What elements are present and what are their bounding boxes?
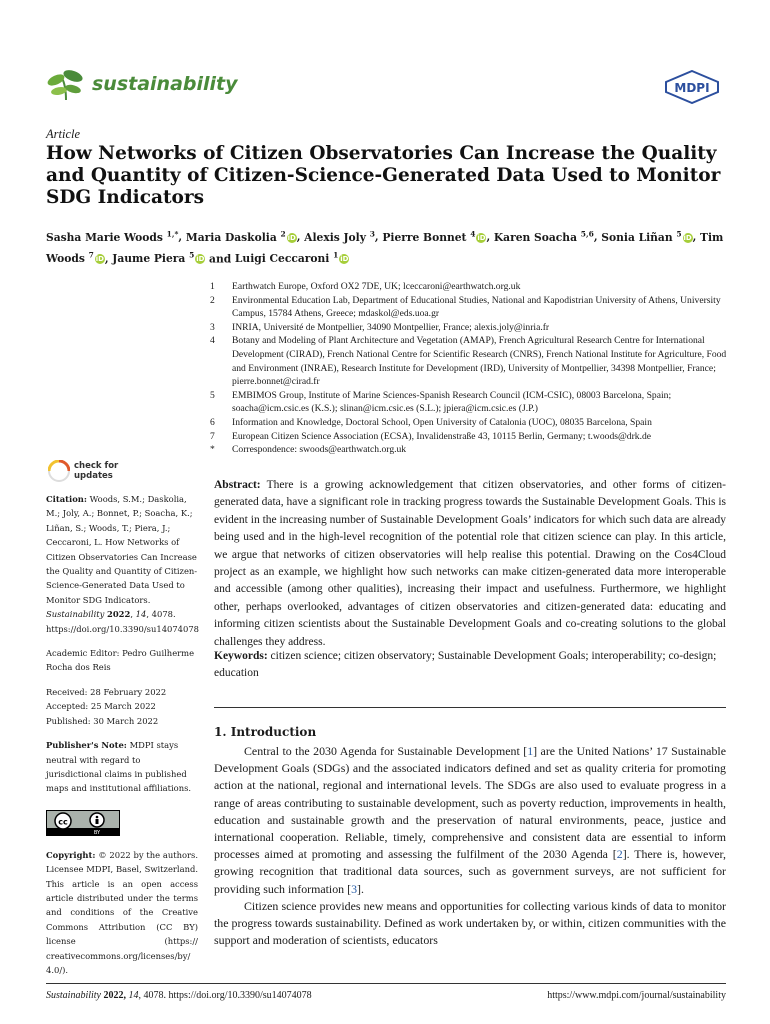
introduction-heading: 1. Introduction: [214, 725, 317, 739]
received-date: Received: 28 February 2022: [46, 686, 167, 697]
footer-doi[interactable]: 4078. https://doi.org/10.3390/su14074078: [143, 990, 312, 1001]
affiliation-text: INRIA, Université de Montpellier, 34090 Montpellier, France; alexis.joly@inria.fr: [232, 321, 550, 333]
check-updates-line1: check for: [74, 461, 119, 471]
published-date: Published: 30 March 2022: [46, 715, 159, 726]
affiliation-text: EMBIMOS Group, Institute of Marine Sciences-Spanish Research Council (ICM-CSIC), 08003 Barcelona, Spain; soacha@icm.csic.es (K.S.); slinan@icm.csic.es (S.L.); jpiera@icm.csic.es (J.P.): [232, 389, 672, 415]
affiliation-item: [210, 416, 730, 430]
affiliation-number: 4: [210, 335, 215, 347]
footer-journal: Sustainability: [46, 990, 101, 1001]
affiliation-number: *: [210, 444, 215, 456]
creative-commons-icon: [47, 811, 119, 835]
publisher-note-text: MDPI stays neutral with regard to jurisdictional claims in published maps and institutional affiliations.: [46, 740, 192, 794]
cc-by-license-badge[interactable]: [46, 810, 120, 836]
affiliation-text: Information and Knowledge, Doctoral School, Open University of Catalonia (UOC), 08035 Barcelona, Spain: [232, 416, 652, 428]
affiliation-number: 1: [210, 281, 215, 292]
author[interactable]: Jaume Piera $^5$ iD: [112, 250, 205, 266]
cc-by-label: BY: [93, 829, 101, 835]
check-for-updates-badge[interactable]: [48, 460, 198, 482]
affiliation-item: [210, 389, 730, 416]
affiliation-item: [210, 334, 730, 388]
affiliation-text: Correspondence: swoods@earthwatch.org.uk: [232, 444, 407, 456]
citation-volume: 14: [135, 609, 147, 620]
citation-label: Citation:: [46, 494, 87, 504]
affiliation-list: [210, 280, 730, 457]
affiliation-number: 2: [210, 294, 215, 306]
affiliation-item: [210, 280, 730, 294]
citation-doi-link[interactable]: https://doi.org/10.3390/su14074078: [46, 623, 199, 634]
author-conjunction: and: [209, 252, 235, 266]
author[interactable]: Luigi Ceccaroni $^1$ iD: [234, 250, 349, 266]
keywords: [214, 648, 726, 683]
footer-year: 2022,: [103, 990, 126, 1001]
copyright-block: [46, 848, 198, 978]
affiliation-number: 7: [210, 430, 215, 442]
article-info-sidebar: [46, 460, 198, 977]
abstract: [214, 477, 726, 651]
footer-journal-url[interactable]: https://www.mdpi.com/journal/sustainability: [547, 990, 726, 1001]
author[interactable]: Tim Woods $^7$ iD: [46, 230, 724, 266]
orcid-icon[interactable]: iD: [477, 233, 486, 242]
abstract-label: Abstract:: [214, 479, 261, 491]
publisher-name: MDPI: [674, 81, 710, 95]
footer-citation: [46, 990, 312, 1001]
svg-text:cc: cc: [58, 817, 68, 827]
affiliation-item: [210, 321, 730, 335]
affiliation-number: 3: [210, 321, 215, 333]
author[interactable]: Sonia Liñan $^5$ iD: [601, 229, 692, 244]
journal-logo: [46, 62, 246, 106]
citation-block: Citation: Woods, S.M.; Daskolia, M.; Joly, A.; Bonnet, P.; Soacha, K.; Liñan, S.; Woods, T.; Piera, J.; Ceccaroni, L. How Networks of Citizen Observatories Can Increase the Quality and Quantity of Citizen-Science-Generated Data Used to Monitor SDG Indicators. Sustainability 2022, 14, 4078. https://doi.org/10.3390/su14074078: [46, 494, 199, 634]
author[interactable]: Sasha Marie Woods $^{1,*}$: [46, 229, 179, 244]
introduction-paragraph-1: Central to the 2030 Agenda for Sustainable Development [1] are the United Nations’ 17 Sustainable Development Goals (SDGs) and the associated indicators defined and set as quality criteria for promoting action at the national, regional and international levels. The SDGs are also used to evaluate progress in a range of areas contributing to sustainable development, such as poverty reduction, improvements in health, education and sustainable growth and the preservation of natural environments, peace, justice and international cooperation. Reliable, timely, comprehensive and consistent data are essential to inform processes aimed at promoting and assessing the fulfilment of the 2030 Agenda [2]. There is, however, growing recognition that traditional data sources, such as government surveys, are not sufficient for providing such information [3].: [214, 744, 726, 896]
citation-journal: Sustainability: [46, 609, 105, 620]
leaf-icon: [46, 64, 86, 104]
introduction-body: [214, 743, 726, 949]
mdpi-logo: [664, 70, 720, 104]
citation-pages: 4078.: [151, 609, 176, 620]
copyright-label: Copyright:: [46, 849, 96, 860]
check-updates-icon: [48, 460, 70, 482]
affiliation-text: Botany and Modeling of Plant Architecture and Vegetation (AMAP), French Agricultural Research Centre for International Development (CIRAD), French National Centre for Scientific Research (CNRS), French National Institute for Agriculture, Food and Environment (INRAE), Research Institute for Development (IRD), University of Montpellier, 34398 Montpellier, France; pierre.bonnet@cirad.fr: [232, 335, 727, 388]
abstract-text: There is a growing acknowledgement that citizen observatories, and other forms of citizen-generated data, have a significant role in tracking progress towards the Sustainable Development Goals. This is evident in the increasing number of Sustainable Development Goals’ indicators for which such data are already being used and in the high-level recognition of the potential role that citizen science can play. In this article, we argue that networks of citizen observatories will help realise this potential. Drawing on the Cos4Cloud project as an example, we highlight how such networks can make citizen-generated data more interoperable and accessible (among other qualities), increasing their impact and usefulness. Furthermore, we highlight other, perhaps overlooked, advantages of citizen observatories and citizen-generated data: educating and informing citizen scientists about the Sustainable Development Goals and co-creating solutions to the global challenges they address.: [214, 479, 727, 648]
author[interactable]: Maria Daskolia $^2$ iD: [185, 229, 296, 244]
author-list: Sasha Marie Woods $^{1,*}$, Maria Daskolia $^2$ iD, Alexis Joly $^3$, Pierre Bonnet $^4$ iD, Karen Soacha $^{5,6}$, Sonia Liñan $^5$ iD, Tim Woods $^7$ iD, Jaume Piera $^5$ iD and Luigi Ceccaroni $^1$ iD: [46, 229, 724, 266]
keywords-label: Keywords:: [214, 650, 268, 662]
article-type: Article: [46, 127, 81, 141]
orcid-icon[interactable]: iD: [683, 233, 692, 242]
affiliation-item: [210, 430, 730, 444]
affiliation-item: [210, 443, 730, 457]
article-title: How Networks of Citizen Observatories Can Increase the Quality and Quantity of Citizen-Science-Generated Data Used to Monitor SDG Indicators: [46, 143, 721, 208]
footer-divider: [46, 983, 726, 984]
publisher-note: [46, 738, 198, 796]
accepted-date: Accepted: 25 March 2022: [46, 701, 156, 712]
author[interactable]: Karen Soacha $^{5,6}$: [493, 229, 594, 244]
affiliation-text: Earthwatch Europe, Oxford OX2 7DE, UK; lceccaroni@earthwatch.org.uk: [232, 281, 521, 292]
orcid-icon[interactable]: iD: [340, 255, 349, 264]
reference-link[interactable]: 1: [527, 744, 534, 758]
affiliation-number: 5: [210, 389, 215, 401]
reference-link[interactable]: 2: [616, 847, 623, 862]
citation-year: 2022: [107, 609, 131, 620]
publisher-note-label: Publisher's Note:: [46, 740, 127, 751]
reference-link[interactable]: 3: [351, 881, 358, 896]
orcid-icon[interactable]: iD: [287, 233, 296, 242]
footer-volume: 14,: [128, 990, 141, 1001]
author[interactable]: Alexis Joly $^3$: [304, 229, 375, 244]
check-updates-line2: updates: [74, 471, 113, 481]
citation-text: Woods, S.M.; Daskolia, M.; Joly, A.; Bonnet, P.; Soacha, K.; Liñan, S.; Woods, T.; Piera, J.; Ceccaroni, L. How Networks of Citizen Observatories Can Increase the Quality and Quantity of Citizen-Science-Generated Data Used to Monitor SDG Indicators.: [46, 494, 198, 605]
affiliation-text: European Citizen Science Association (ECSA), Invalidenstraße 43, 10115 Berlin, Germany; t.woods@drk.de: [232, 430, 652, 442]
orcid-icon[interactable]: iD: [196, 255, 205, 264]
introduction-paragraph-2: Citizen science provides new means and opportunities for collecting various kinds of data to monitor the progress towards sustainability. Defined as work undertaken by, or within, citizen communities with the support and moderation of scientists, educators: [214, 898, 726, 948]
academic-editor: Academic Editor: Pedro Guilherme Rocha dos Reis: [46, 648, 195, 673]
affiliation-text: Environmental Education Lab, Department of Educational Studies, National and Kapodistrian University of Athens, University Campus, 15784 Athens, Greece; mdaskol@eds.uoa.gr: [232, 294, 721, 320]
author[interactable]: Pierre Bonnet $^4$ iD: [382, 229, 486, 244]
affiliation-item: [210, 294, 730, 321]
orcid-icon[interactable]: iD: [95, 255, 104, 264]
journal-name: sustainability: [92, 73, 238, 95]
affiliation-number: 6: [210, 416, 215, 428]
section-divider: [214, 707, 726, 708]
keywords-text: citizen science; citizen observatory; Sustainable Development Goals; interoperability; co-design; education: [214, 650, 717, 680]
dates-block: [46, 685, 198, 728]
copyright-text: © 2022 by the authors. Licensee MDPI, Basel, Switzerland. This article is an open access article distributed under the terms and conditions of the Creative Commons Attribution (CC BY) license (https:// creativecommons.org/licenses/by/ 4.0/).: [46, 849, 198, 975]
